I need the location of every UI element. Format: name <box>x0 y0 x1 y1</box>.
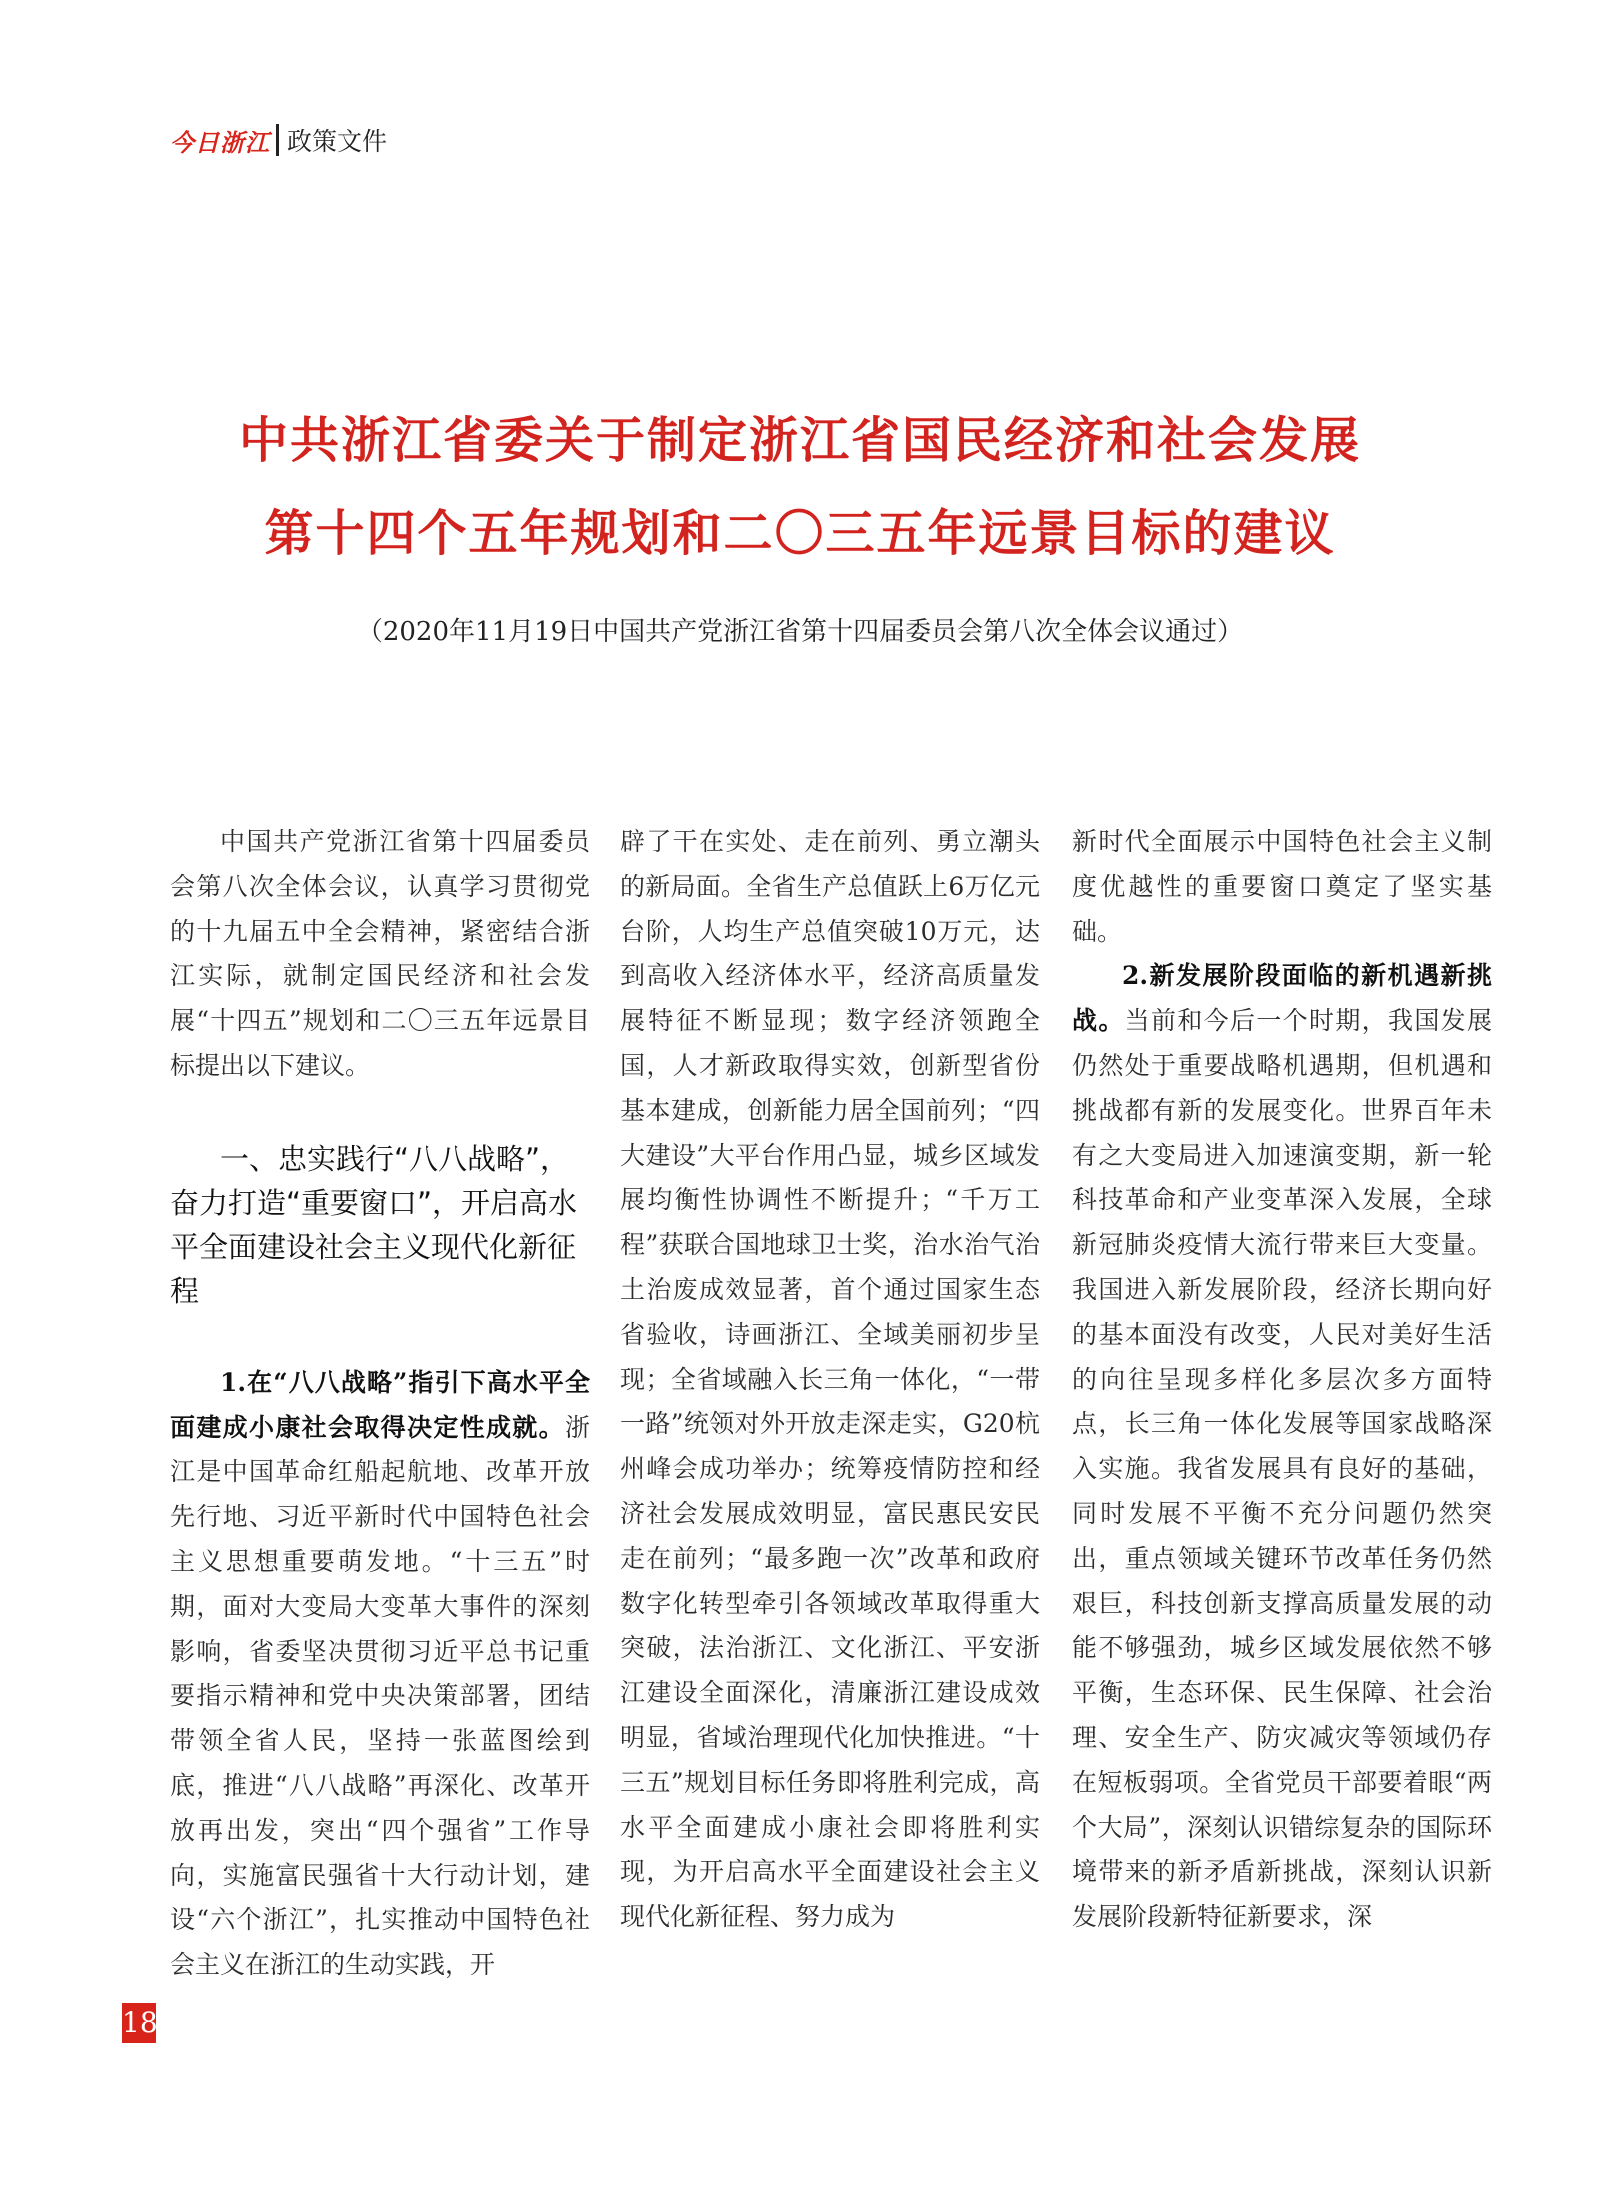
text-column-1 <box>170 820 590 1988</box>
intro-paragraph: 中国共产党浙江省第十四届委员会第八次全体会议，认真学习贯彻党的十九届五中全会精神，紧密结合浙江实际，就制定国民经济和社会发展“十四五”规划和二〇三五年远景目标提出以下建议。 <box>170 827 590 1080</box>
section-label: 政策文件 <box>287 127 388 156</box>
column3-paragraph: 新时代全面展示中国特色社会主义制度优越性的重要窗口奠定了坚实基础。 <box>1072 827 1492 946</box>
brand-logo: 今日浙江 <box>170 127 270 157</box>
item1-paragraph <box>170 1361 590 1988</box>
page-number: 18 <box>122 2003 156 2043</box>
header-divider <box>276 124 279 156</box>
text-column-2 <box>620 820 1040 1940</box>
document-subtitle: （2020年11月19日中国共产党浙江省第十四届委员会第八次全体会议通过） <box>356 617 1244 647</box>
item2-text: 当前和今后一个时期，我国发展仍然处于重要战略机遇期，但机遇和挑战都有新的发展变化。世界百年未有之大变局进入加速演变期，新一轮科技革命和产业变革深入发展，全球新冠肺炎疫情大流行带来巨大变量。我国进入新发展阶段，经济长期向好的基本面没有改变，人民对美好生活的向往呈现多样化多层次多方面特点，长三角一体化发展等国家战略深入实施。我省发展具有良好的基础，同时发展不平衡不充分问题仍然突出，重点领域关键环节改革任务仍然艰巨，科技创新支撑高质量发展的动能不够强劲，城乡区域发展依然不够平衡，生态环保、民生保障、社会治理、安全生产、防灾减灾等领域仍存在短板弱项。全省党员干部要着眼“两个大局”，深刻认识错综复杂的国际环境带来的新矛盾新挑战，深刻认识新发展阶段新特征新要求，深 <box>1072 1006 1492 1932</box>
item2-paragraph <box>1072 954 1492 1940</box>
column2-paragraph: 辟了干在实处、走在前列、勇立潮头的新局面。全省生产总值跃上6万亿元台阶，人均生产总值突破10万元，达到高收入经济体水平，经济高质量发展特征不断显现；数字经济领跑全国，人才新政取得实效，创新型省份基本建成，创新能力居全国前列；“四大建设”大平台作用凸显，城乡区域发展均衡性协调性不断提升；“千万工程”获联合国地球卫士奖，治水治气治土治废成效显著，首个通过国家生态省验收，诗画浙江、全域美丽初步呈现；全省域融入长三角一体化，“一带一路”统领对外开放走深走实，G20杭州峰会成功举办；统筹疫情防控和经济社会发展成效明显，富民惠民安民走在前列；“最多跑一次”改革和政府数字化转型牵引各领域改革取得重大突破，法治浙江、文化浙江、平安浙江建设全面深化，清廉浙江建设成效明显，省域治理现代化加快推进。“十三五”规划目标任务即将胜利完成，高水平全面建成小康社会即将胜利实现，为开启高水平全面建设社会主义现代化新征程、努力成为 <box>620 827 1040 1932</box>
page-header <box>170 122 387 158</box>
text-column-3 <box>1072 820 1492 1940</box>
item2-title: 2.新发展阶段面临的新机遇新挑战。 <box>1072 961 1492 1036</box>
item1-text: 浙江是中国革命红船起航地、改革开放先行地、习近平新时代中国特色社会主义思想重要萌发地。“十三五”时期，面对大变局大变革大事件的深刻影响，省委坚决贯彻习近平总书记重要指示精神和党中央决策部署，团结带领全省人民，坚持一张蓝图绘到底，推进“八八战略”再深化、改革开放再出发，突出“四个强省”工作导向，实施富民强省十大行动计划，建设“六个浙江”，扎实推动中国特色社会主义在浙江的生动实践，开 <box>170 1412 590 1980</box>
item1-title: 1.在“八八战略”指引下高水平全面建成小康社会取得决定性成就。 <box>170 1367 590 1442</box>
section-heading: 一、忠实践行“八八战略”，奋力打造“重要窗口”，开启高水平全面建设社会主义现代化新征程 <box>170 1141 578 1308</box>
document-title-line2: 第十四个五年规划和二〇三五年远景目标的建议 <box>264 504 1336 562</box>
document-title-line1: 中共浙江省委关于制定浙江省国民经济和社会发展 <box>238 411 1361 469</box>
